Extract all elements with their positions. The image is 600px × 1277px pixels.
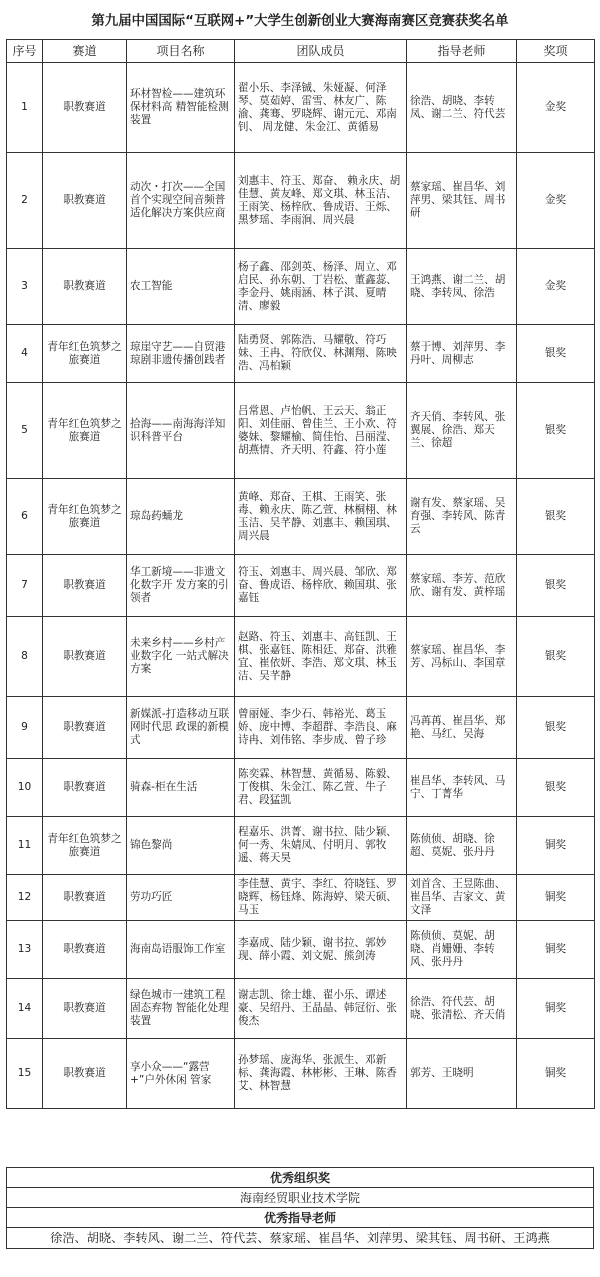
- page-title: 第九届中国国际“互联网+”大学生创新创业大赛海南赛区竞赛获奖名单: [91, 14, 509, 29]
- row-number: 9: [7, 697, 43, 759]
- row-project: 享小众——“露营+”户外休闲 管家: [127, 1039, 235, 1109]
- row-project: 未来乡村——乡村产业数字化 一站式解决方案: [127, 617, 235, 697]
- row-track: 职教赛道: [43, 555, 127, 617]
- row-advisors: 陈侦侦、莫妮、胡晓、肖姗姗、李转风、张丹丹: [407, 921, 517, 979]
- row-members: 杨子鑫、邵剑英、杨泽、周立、邓启民、孙东朝、丁岩松、董鑫蕊、李金丹、姚雨涵、林子淇、夏晴清、廖毅: [235, 249, 407, 325]
- row-award: 铜奖: [517, 1039, 595, 1109]
- row-number: 10: [7, 759, 43, 817]
- awards-table: [6, 39, 595, 1109]
- table-row: [7, 479, 595, 555]
- row-track: 职教赛道: [43, 249, 127, 325]
- row-award: 铜奖: [517, 875, 595, 921]
- row-number: 11: [7, 817, 43, 875]
- row-advisors: 谢有发、蔡家瑶、吴育强、李转风、陈青云: [407, 479, 517, 555]
- row-track: 青年红色筑梦之旅赛道: [43, 479, 127, 555]
- header-track: 赛道: [43, 40, 127, 63]
- row-members: 刘惠丰、符玉、郑奋、 赖永庆、胡佳慧、黄友峰、郑文琪、林玉洁、王雨笑、杨梓欣、鲁成语、王烁、黑梦瑶、李雨涧、周兴晨: [235, 153, 407, 249]
- row-advisors: 郭芳、王晓明: [407, 1039, 517, 1109]
- table-row: [7, 1039, 595, 1109]
- row-members: 程嘉乐、洪菁、谢书拉、陆少颖、何一秀、朱婧凤、付明月、郭牧遥、蒋天昊: [235, 817, 407, 875]
- row-track: 职教赛道: [43, 759, 127, 817]
- table-row: [7, 383, 595, 479]
- row-project: 骑森-柜在生活: [127, 759, 235, 817]
- row-members: 孙梦瑶、庞海华、张派生、邓新标、龚海霞、林彬彬、王琳、陈香艾、林智慧: [235, 1039, 407, 1109]
- row-award: 铜奖: [517, 817, 595, 875]
- row-track: 职教赛道: [43, 979, 127, 1039]
- row-track: 青年红色筑梦之旅赛道: [43, 383, 127, 479]
- table-row: [7, 153, 595, 249]
- row-number: 12: [7, 875, 43, 921]
- table-row: [7, 979, 595, 1039]
- row-project: 绿色城市一建筑工程固态弃物 智能化处理装置: [127, 979, 235, 1039]
- row-number: 6: [7, 479, 43, 555]
- row-members: 陈奕霖、林智慧、黄循易、陈毅、丁俊棋、朱金江、陈乙萱、牛子君、段猛凯: [235, 759, 407, 817]
- row-members: 符玉、刘惠丰、周兴晨、邹欣、郑奋、鲁成语、杨梓欣、赖国琪、张嘉钰: [235, 555, 407, 617]
- row-award: 金奖: [517, 63, 595, 153]
- org-award-value: 海南经贸职业技术学院: [7, 1188, 594, 1208]
- row-advisors: 陈侦侦、胡晓、徐超、莫妮、张丹丹: [407, 817, 517, 875]
- header-award: 奖项: [517, 40, 595, 63]
- row-track: 职教赛道: [43, 697, 127, 759]
- row-award: 银奖: [517, 759, 595, 817]
- row-track: 职教赛道: [43, 1039, 127, 1109]
- row-number: 14: [7, 979, 43, 1039]
- row-number: 1: [7, 63, 43, 153]
- row-track: 职教赛道: [43, 153, 127, 249]
- row-advisors: 王鸿燕、谢二兰、胡晓、李转凤、徐浩: [407, 249, 517, 325]
- table-row: [7, 63, 595, 153]
- row-advisors: 刘首含、王昱陈曲、崔昌华、吉家文、黄文泽: [407, 875, 517, 921]
- row-project: 华工新境——非遗文化数字开 发方案的引领者: [127, 555, 235, 617]
- row-number: 15: [7, 1039, 43, 1109]
- special-awards-table: [6, 1167, 594, 1249]
- row-members: 吕常恩、卢怡帆、王云天、翁正阳、刘佳丽、曾佳兰、王小欢、符婆妹、黎耀榆、简佳怡、吕丽滢、胡燕情、齐天明、符鑫、符小莲: [235, 383, 407, 479]
- row-project: 锦色黎尚: [127, 817, 235, 875]
- row-award: 铜奖: [517, 979, 595, 1039]
- row-project: 拾海——南海海洋知识科普平台: [127, 383, 235, 479]
- row-advisors: 徐浩、胡晓、李转凤、谢二兰、符代芸: [407, 63, 517, 153]
- row-project: 琼岛药蛹龙: [127, 479, 235, 555]
- row-track: 职教赛道: [43, 875, 127, 921]
- row-track: 职教赛道: [43, 63, 127, 153]
- row-advisors: 蔡于博、刘萍男、李丹叶、周柳志: [407, 325, 517, 383]
- header-members: 团队成员: [235, 40, 407, 63]
- row-project: 新媒派-打造移动互联网时代思 政课的新模式: [127, 697, 235, 759]
- row-project: 农工智能: [127, 249, 235, 325]
- row-award: 金奖: [517, 153, 595, 249]
- row-award: 银奖: [517, 479, 595, 555]
- row-project: 琼崖守艺——自贸港琼剧非遗传播创践者: [127, 325, 235, 383]
- row-members: 曾丽娅、李少石、韩裕光、葛玉娇、庞中博、李超群、李浩良、麻诗冉、刘伟铭、李步成、曾子珍: [235, 697, 407, 759]
- table-header-row: [7, 40, 595, 63]
- row-track: 青年红色筑梦之旅赛道: [43, 325, 127, 383]
- org-award-label: 优秀组织奖: [7, 1168, 594, 1188]
- row-number: 3: [7, 249, 43, 325]
- header-advisors: 指导老师: [407, 40, 517, 63]
- table-row: [7, 921, 595, 979]
- row-number: 7: [7, 555, 43, 617]
- table-row: [7, 249, 595, 325]
- teacher-award-value: 徐浩、胡晓、李转风、谢二兰、符代芸、蔡家瑶、崔昌华、刘萍男、梁其钰、周书研、王鸿燕: [7, 1228, 594, 1249]
- row-award: 银奖: [517, 617, 595, 697]
- row-advisors: 崔昌华、李转风、马宁、丁菁华: [407, 759, 517, 817]
- row-number: 4: [7, 325, 43, 383]
- row-members: 李嘉成、陆少颖、谢书拉、郭妙现、薛小霞、刘文妮、熊剑涛: [235, 921, 407, 979]
- table-row: [7, 555, 595, 617]
- row-project: 环材智检——建筑环保材料高 精智能检测装置: [127, 63, 235, 153]
- row-members: 赵路、符玉、刘惠丰、高钰凯、王棋、张嘉钰、陈相廷、郑奋、洪雅宜、崔依妍、李浩、郑文琪、林玉洁、吴芊静: [235, 617, 407, 697]
- row-advisors: 齐天俏、李转风、张翼展、徐浩、郑天兰、徐超: [407, 383, 517, 479]
- row-project: 动次・打次——全国首个实现空间音频普适化解决方案供应商: [127, 153, 235, 249]
- row-advisors: 徐浩、符代芸、胡晓、张清松、齐天俏: [407, 979, 517, 1039]
- row-advisors: 蔡家瑶、崔昌华、李芳、冯标山、李国章: [407, 617, 517, 697]
- row-number: 13: [7, 921, 43, 979]
- row-track: 青年红色筑梦之旅赛道: [43, 817, 127, 875]
- row-advisors: 蔡家瑶、崔昌华、刘萍男、梁其钰、周书研: [407, 153, 517, 249]
- teacher-award-label: 优秀指导老师: [7, 1208, 594, 1228]
- table-row: [7, 617, 595, 697]
- row-number: 8: [7, 617, 43, 697]
- row-award: 银奖: [517, 697, 595, 759]
- row-award: 铜奖: [517, 921, 595, 979]
- header-project: 项目名称: [127, 40, 235, 63]
- row-project: 劳功巧匠: [127, 875, 235, 921]
- row-number: 2: [7, 153, 43, 249]
- row-award: 银奖: [517, 555, 595, 617]
- row-members: 李佳慧、黄宇、李红、符晓钰、罗晓辉、杨钰烽、陈海婷、梁天硕、马玉: [235, 875, 407, 921]
- row-members: 黄峰、郑奋、王棋、王雨笑、张毒、赖永庆、陈乙萱、林桐栩、林玉洁、吴芊静、刘惠丰、赖国琪、周兴晨: [235, 479, 407, 555]
- table-row: [7, 759, 595, 817]
- row-track: 职教赛道: [43, 617, 127, 697]
- table-row: [7, 817, 595, 875]
- row-members: 陆勇贤、郭陈浩、马耀敬、符巧妹、王冉、符欣仪、林渊翔、陈映浩、冯柏颖: [235, 325, 407, 383]
- header-no: 序号: [7, 40, 43, 63]
- row-number: 5: [7, 383, 43, 479]
- row-award: 银奖: [517, 325, 595, 383]
- row-project: 海南岛语服饰工作室: [127, 921, 235, 979]
- row-track: 职教赛道: [43, 921, 127, 979]
- table-row: [7, 697, 595, 759]
- row-members: 翟小乐、李泽铖、朱娅凝、何泽琴、莫茹婷、雷雪、林友广、陈渝、龚骞、罗晓辉、谢元元、邓南钊、 周龙健、朱金江、黄循易: [235, 63, 407, 153]
- table-row: [7, 325, 595, 383]
- table-row: [7, 875, 595, 921]
- row-advisors: 冯苒苒、崔昌华、郑艳、马红、吴海: [407, 697, 517, 759]
- row-members: 谢志凯、徐士雄、翟小乐、谭述豪、吴绍丹、王晶晶、韩冠衍、张俊杰: [235, 979, 407, 1039]
- row-award: 金奖: [517, 249, 595, 325]
- row-advisors: 蔡家瑶、李芳、范欣欣、谢有发、黄梓瑶: [407, 555, 517, 617]
- row-award: 银奖: [517, 383, 595, 479]
